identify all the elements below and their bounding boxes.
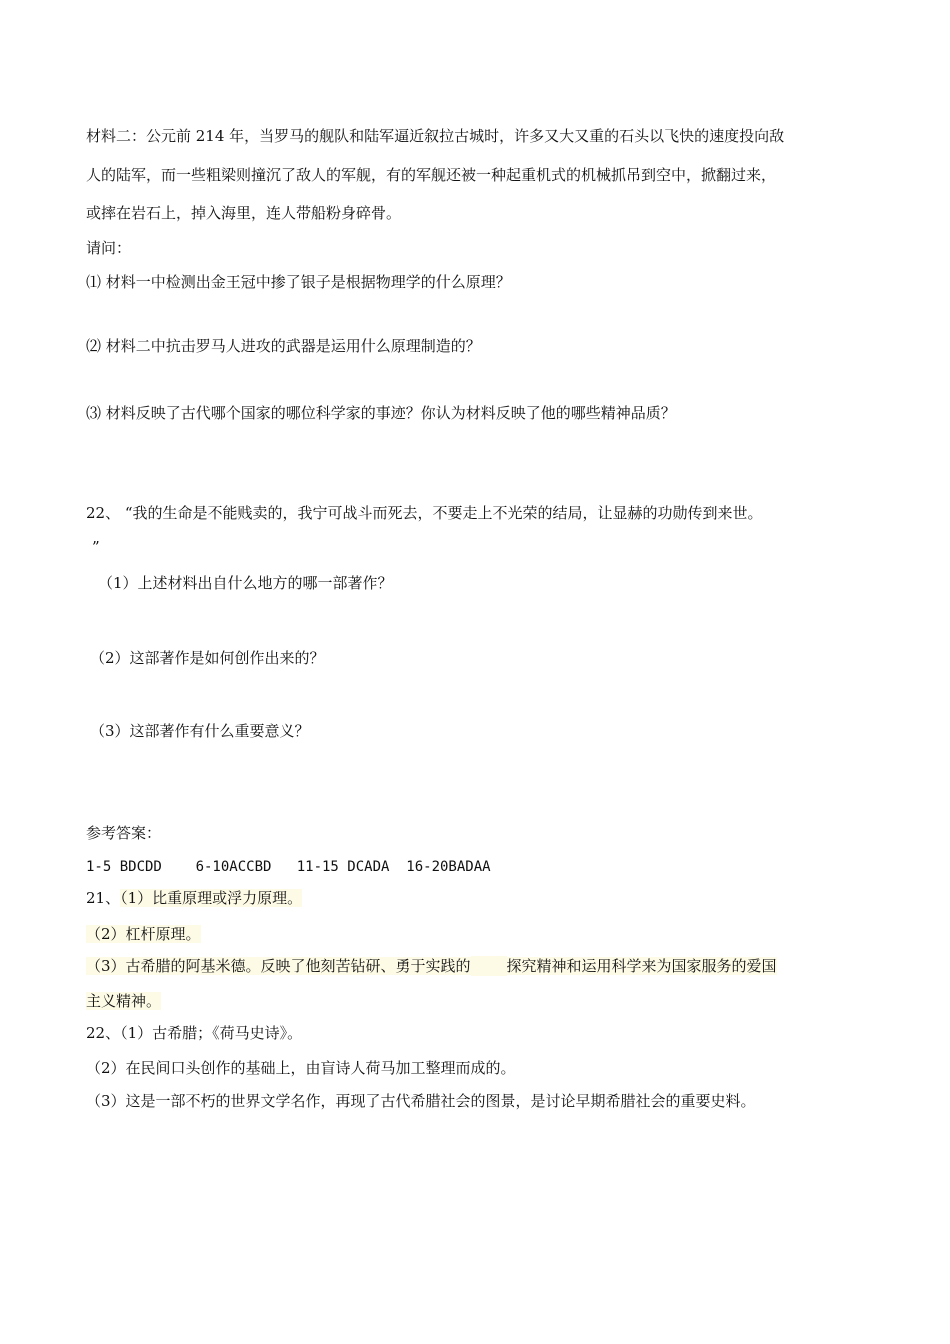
answers-heading: 参考答案： (86, 824, 162, 842)
answer-21-3b: 探究精神和运用科学来为国家服务的爱国 (506, 957, 777, 975)
answer-21-number: 21、 (86, 889, 121, 907)
question-22-2: （2）这部著作是如何创作出来的？ (90, 649, 325, 667)
answer-21-2: （2）杠杆原理。 (86, 925, 201, 943)
answer-21-3-row (86, 956, 777, 976)
question-21-1: ⑴ 材料一中检测出金王冠中掺了银子是根据物理学的什么原理？ (86, 273, 511, 291)
material2-line2: 人的陆军，而一些粗梁则撞沉了敌人的军舰，有的军舰还被一种起重机式的机械抓吊到空中，掀翻过来， (86, 166, 777, 184)
answer-21-2-row (86, 924, 201, 944)
answer-22-3: （3）这是一部不朽的世界文学名作，再现了古代希腊社会的图景，是讨论早期希腊社会的重要史料。 (86, 1092, 756, 1110)
answer-21-3a: （3）古希腊的阿基米德。反映了他刻苦钻研、勇于实践的 (86, 957, 471, 975)
question-22-1: （1）上述材料出自什么地方的哪一部著作？ (98, 574, 393, 592)
answer-21-3-gap (471, 956, 507, 976)
answer-22-1: 22、（1）古希腊；《荷马史诗》。 (86, 1024, 303, 1042)
question-21-2: ⑵ 材料二中抗击罗马人进攻的武器是运用什么原理制造的？ (86, 337, 481, 355)
material2-line1: 材料二：公元前 214 年，当罗马的舰队和陆军逼近叙拉古城时，许多又大又重的石头以飞快的速度投向敌 (86, 127, 785, 145)
question-22-quote-line2: ” (92, 538, 100, 556)
answer-22-2: （2）在民间口头创作的基础上，由盲诗人荷马加工整理而成的。 (86, 1059, 516, 1077)
answer-21-3c: 主义精神。 (86, 992, 162, 1010)
question-prompt: 请问： (86, 239, 132, 257)
material2-line3: 或摔在岩石上，掉入海里，连人带船粉身碎骨。 (86, 204, 402, 222)
question-21-3: ⑶ 材料反映了古代哪个国家的哪位科学家的事迹？你认为材料反映了他的哪些精神品质？ (86, 404, 676, 422)
question-22-quote-line1: 22、 “我的生命是不能贱卖的，我宁可战斗而死去，不要走上不光荣的结局，让显赫的功勋传到来世。 (86, 504, 763, 522)
answers-choices: 1-5 BDCDD 6-10ACCBD 11-15 DCADA 16-20BADAA (86, 859, 491, 875)
answer-21-1: （1）比重原理或浮力原理。 (120, 889, 303, 907)
question-22-3: （3）这部著作有什么重要意义？ (90, 722, 310, 740)
answer-21-1-row (86, 888, 302, 908)
answer-21-3c-row (86, 991, 161, 1011)
